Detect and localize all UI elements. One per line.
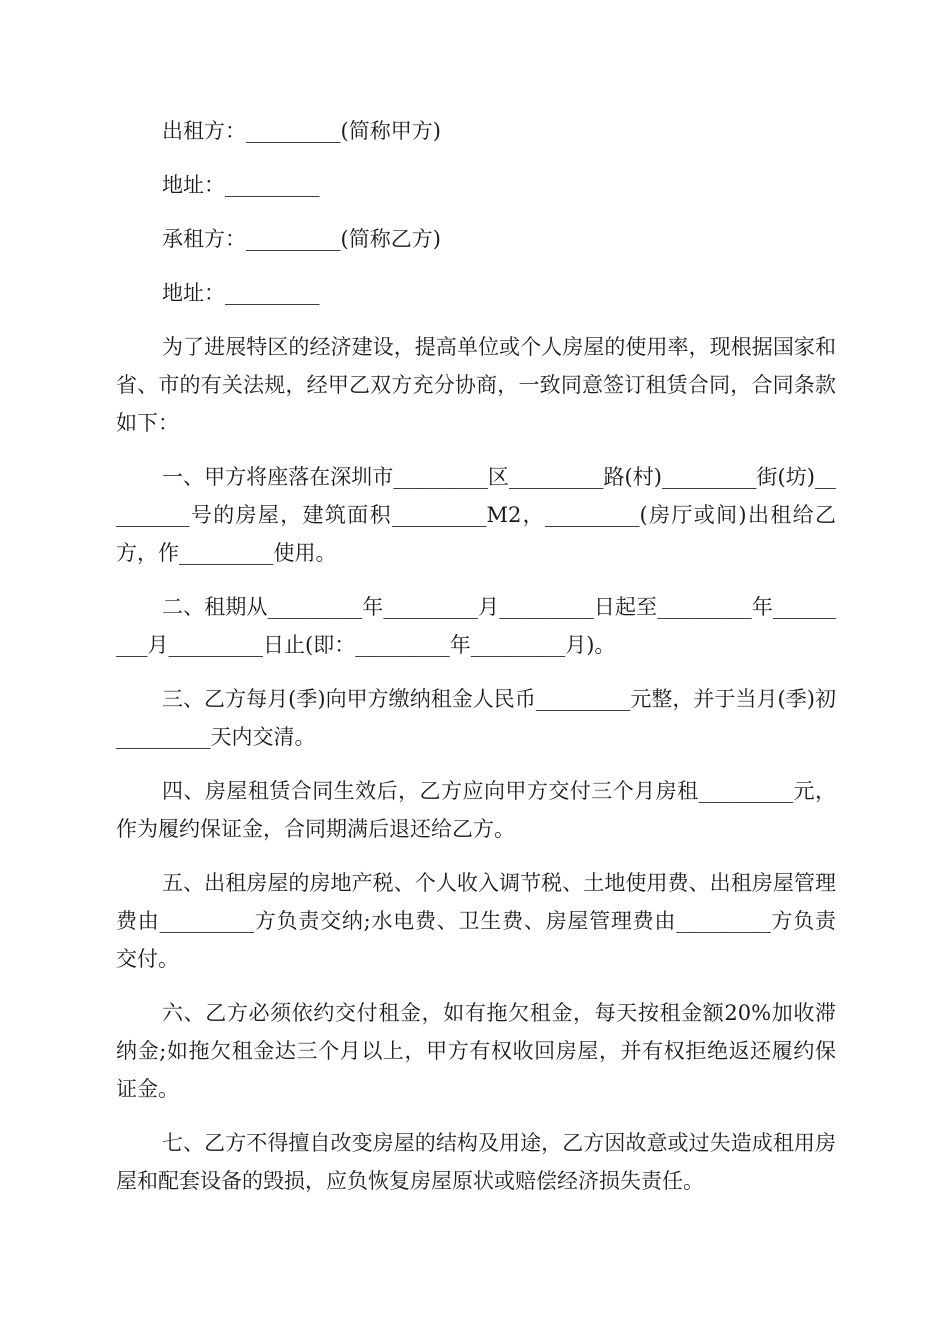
clause-5: 五、出租房屋的房地产税、个人收入调节税、土地使用费、出租房屋管理费由_________方负责交纳;水电费、卫生费、房屋管理费由_________方负责交付。 <box>116 871 836 971</box>
clause-7: 七、乙方不得擅自改变房屋的结构及用途，乙方因故意或过失造成租用房屋和配套设备的毁损，应负恢复房屋原状或赔偿经济损失责任。 <box>116 1131 836 1193</box>
lessor-line: 出租方：_________(简称甲方) <box>162 119 441 143</box>
preamble-paragraph: 为了进展特区的经济建设，提高单位或个人房屋的使用率，现根据国家和省、市的有关法规，经甲乙双方充分协商，一致同意签订租赁合同，合同条款如下： <box>116 335 836 435</box>
lessee-address-line: 地址：_________ <box>162 281 320 305</box>
lessor-address-line: 地址：_________ <box>162 173 320 197</box>
clause-6: 六、乙方必须依约交付租金，如有拖欠租金，每天按租金额20%加收滞纳金;如拖欠租金达三个月以上，甲方有权收回房屋，并有权拒绝返还履约保证金。 <box>116 1001 836 1101</box>
lessee-line: 承租方：_________(简称乙方) <box>162 227 441 251</box>
clause-3: 三、乙方每月(季)向甲方缴纳租金人民币_________元整，并于当月(季)初_________天内交清。 <box>116 687 836 749</box>
clause-1: 一、甲方将座落在深圳市_________区_________路(村)_________街(坊)_________号的房屋，建筑面积_________M2，_________(房厅或间)出租给乙方，作_________使用。 <box>116 465 836 565</box>
clause-2: 二、租期从_________年_________月_________日起至_________年_________月_________日止(即：_________年_________月)。 <box>116 595 836 657</box>
document-body <box>116 112 836 1216</box>
clause-4: 四、房屋租赁合同生效后，乙方应向甲方交付三个月房租_________元，作为履约保证金，合同期满后退还给乙方。 <box>116 779 836 841</box>
